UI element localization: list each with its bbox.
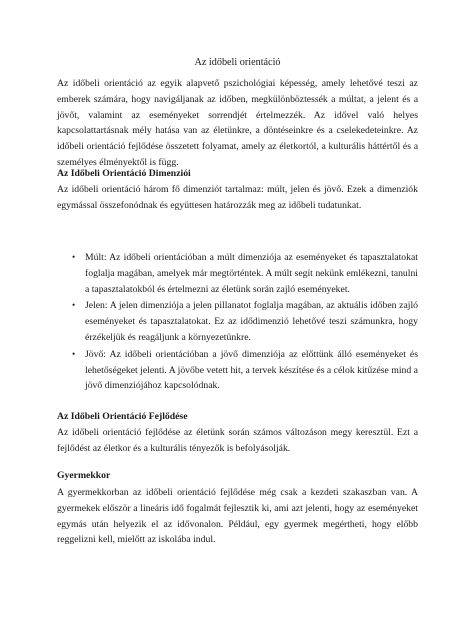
intro-paragraph: Az időbeli orientáció az egyik alapvető pszichológiai képesség, amely lehetővé teszi az emberek számára, hogy navigáljanak az időben, megkülönböztessék a múltat, a jelent és a jövőt, valamint az eseményeket sorrendjét értelmezzék. Az idővel való helyes kapcsolattartásnak mély hatása van az életünkre, a döntéseinkre és a cselekedeteinkre. Az időbeli orientáció fejlődése összetett folyamat, amely az életkortól, a kulturális háttértől és a személyes élményektől is függ. <box>57 78 418 168</box>
bullet-text: Múlt: Az időbeli orientációban a múlt dimenziója az eseményeket és tapasztalatokat foglalja magában, amelyek már megtörténtek. A múlt segít nekünk emlékezni, tanulni a tapasztalatokból és értelmezni az életünk során zajló eseményeket. <box>85 252 418 295</box>
dimensions-bullet-list <box>57 250 418 395</box>
dimensions-paragraph: Az időbeli orientáció három fő dimenziót tartalmaz: múlt, jelen és jövő. Ezek a dimenziók egymással összefonódnak és együttesen határozzák meg az időbeli tudatunkat. <box>57 184 418 211</box>
bullet-item-past <box>57 250 418 297</box>
childhood-paragraph: A gyermekkorban az időbeli orientáció fejlődése még csak a kezdeti szakaszban van. A gyermekek először a lineáris idő fogalmát fejlesztik ki, ami azt jelenti, hogy az eseményeket egymás után helyezik el az idővonalon. Például, egy gyermek megértheti, hogy előbb reggelizni kell, mielőtt az iskolába indul. <box>57 487 418 546</box>
bullet-icon: • <box>72 300 76 311</box>
bullet-item-present <box>57 298 418 345</box>
bullet-item-future <box>57 347 418 394</box>
bullet-icon: • <box>72 252 76 262</box>
development-paragraph: Az időbeli orientáció fejlődése az életünk során számos változáson megy keresztül. Ezt a fejlődést az életkor és a kulturális tényezők is befolyásolják. <box>57 427 418 454</box>
bullet-text: Jövő: Az időbeli orientációban a jövő dimenziója az előttünk álló eseményeket és lehetőségeket jelenti. A jövőbe vetett hit, a tervek készítése és a célok kitűzése mind a jövő dimenziójához kapcsolódnak. <box>85 348 418 392</box>
section-heading-dimensions: Az Időbeli Orientáció Dimenziói <box>57 168 191 179</box>
section-heading-development: Az Időbeli Orientáció Fejlődése <box>57 411 188 422</box>
document-title: Az időbeli orientáció <box>194 57 281 68</box>
bullet-icon: • <box>72 348 76 359</box>
document-page <box>57 0 418 632</box>
bullet-text: Jelen: A jelen dimenziója a jelen pillanatot foglalja magában, az aktuális időben zajló eseményeket és tapasztalatokat. Ez az idődimenzió lehetővé teszi számunkra, hogy érzékeljük és reagáljunk a környezetünkre. <box>85 300 418 343</box>
section-heading-childhood: Gyermekkor <box>57 470 111 481</box>
